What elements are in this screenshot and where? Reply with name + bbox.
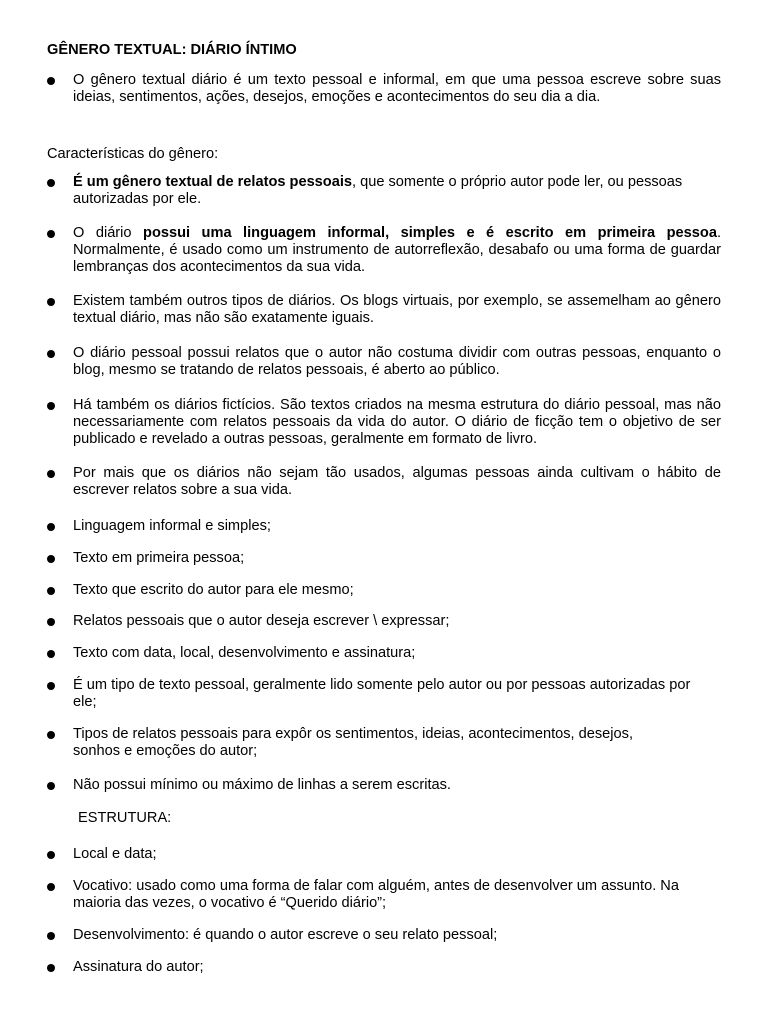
characteristic-item (47, 397, 721, 448)
bullet-icon (47, 350, 55, 358)
characteristic-pre: O diário (73, 225, 144, 241)
feature-text: Texto em primeira pessoa; (73, 550, 245, 566)
characteristic-text: Há também os diários fictícios. São textos criados na mesma estrutura do diário pessoal, mas não necessariamente com relatos pessoais da vida do autor. O diário de ficção tem o objetivo de ser publicado e revelado a outras pessoas, geralmente em formato de livro. (73, 397, 721, 447)
feature-item (47, 645, 721, 662)
feature-text: Linguagem informal e simples; (73, 518, 271, 534)
structure-text: Desenvolvimento: é quando o autor escreve o seu relato pessoal; (73, 927, 498, 943)
feature-text: Tipos de relatos pessoais para expôr os sentimentos, ideias, acontecimentos, desejos, sonhos e emoções do autor; (73, 726, 633, 759)
characteristic-text: Existem também outros tipos de diários. Os blogs virtuais, por exemplo, se assemelham ao gênero textual diário, mas não são exatamente iguais. (73, 293, 721, 326)
characteristics-heading: Características do gênero: (47, 146, 219, 162)
characteristic-item (47, 293, 721, 327)
structure-item (47, 927, 721, 944)
feature-item (47, 777, 721, 794)
feature-item (47, 613, 721, 630)
characteristic-item (47, 465, 721, 499)
bullet-icon (47, 932, 55, 940)
bullet-icon (47, 964, 55, 972)
feature-text: Texto que escrito do autor para ele mesmo; (73, 582, 354, 598)
characteristic-bold: É um gênero textual de relatos pessoais (73, 174, 352, 190)
intro-item (47, 72, 721, 106)
structure-text: Local e data; (73, 846, 157, 862)
bullet-icon (47, 523, 55, 531)
characteristic-item (47, 225, 721, 276)
structure-item (47, 959, 721, 976)
document-title: GÊNERO TEXTUAL: DIÁRIO ÍNTIMO (47, 42, 297, 58)
bullet-icon (47, 851, 55, 859)
bullet-icon (47, 731, 55, 739)
bullet-icon (47, 470, 55, 478)
characteristic-text: . Normalmente, é usado como um instrumento de autorreflexão, desabafo ou uma forma de guardar lembranças dos acontecimentos da sua vida. (73, 225, 722, 275)
bullet-icon (47, 230, 55, 238)
structure-item (47, 878, 721, 912)
feature-item (47, 582, 721, 599)
bullet-icon (47, 555, 55, 563)
bullet-icon (47, 682, 55, 690)
intro-text: O gênero textual diário é um texto pessoal e informal, em que uma pessoa escreve sobre suas ideias, sentimentos, ações, desejos, emoções e acontecimentos do seu dia a dia. (73, 72, 721, 105)
feature-text: É um tipo de texto pessoal, geralmente lido somente pelo autor ou por pessoas autorizadas por ele; (73, 677, 691, 710)
bullet-icon (47, 402, 55, 410)
bullet-icon (47, 650, 55, 658)
feature-item (47, 677, 721, 711)
feature-text: Texto com data, local, desenvolvimento e assinatura; (73, 645, 416, 661)
structure-item (47, 846, 721, 863)
bullet-icon (47, 618, 55, 626)
bullet-icon (47, 179, 55, 187)
feature-item (47, 518, 721, 535)
bullet-icon (47, 782, 55, 790)
bullet-icon (47, 298, 55, 306)
characteristic-item (47, 345, 721, 379)
structure-text: Vocativo: usado como uma forma de falar com alguém, antes de desenvolver um assunto. Na maioria das vezes, o vocativo é “Querido diário”; (73, 878, 679, 911)
characteristic-text: O diário pessoal possui relatos que o autor não costuma dividir com outras pessoas, enquanto o blog, mesmo se tratando de relatos pessoais, é aberto ao público. (73, 345, 721, 378)
structure-heading: ESTRUTURA: (78, 810, 172, 826)
feature-item (47, 550, 721, 567)
bullet-icon (47, 77, 55, 85)
characteristic-bold: possui uma linguagem informal, simples e é escrito em primeira pessoa (143, 225, 717, 241)
characteristic-text: Por mais que os diários não sejam tão usados, algumas pessoas ainda cultivam o hábito de escrever relatos sobre a sua vida. (73, 465, 721, 498)
characteristic-text: , que somente o próprio autor pode ler, ou pessoas autorizadas por ele. (73, 174, 683, 207)
feature-text: Não possui mínimo ou máximo de linhas a serem escritas. (73, 777, 451, 793)
bullet-icon (47, 587, 55, 595)
characteristic-item (47, 174, 721, 208)
feature-text: Relatos pessoais que o autor deseja escrever \ expressar; (73, 613, 450, 629)
structure-text: Assinatura do autor; (73, 959, 204, 975)
bullet-icon (47, 883, 55, 891)
feature-item (47, 726, 721, 760)
